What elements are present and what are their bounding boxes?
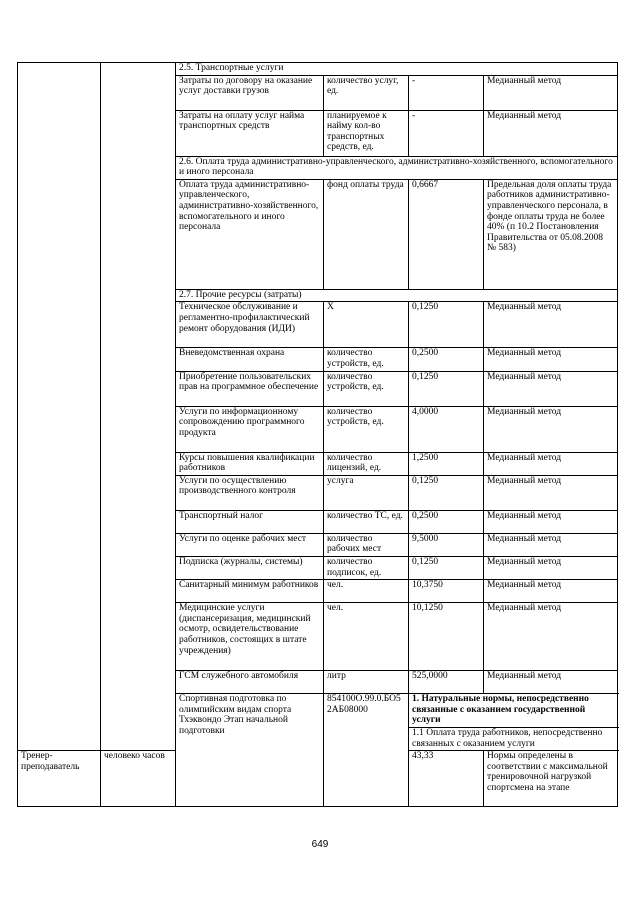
section-heading: 1. Натуральные нормы, непосредственно связанные с оказанием государственной услуги <box>409 694 618 728</box>
cost-value: 525,0000 <box>409 671 484 694</box>
cost-unit: X <box>324 302 409 348</box>
cost-method: Медианный метод <box>484 556 618 579</box>
cost-unit: количество услуг, ед. <box>324 75 409 110</box>
section-row <box>18 63 618 76</box>
cost-value: 1,2500 <box>409 452 484 475</box>
cost-name: Вневедомственная охрана <box>176 348 324 371</box>
cost-value: 4,0000 <box>409 406 484 452</box>
cost-method: Медианный метод <box>484 302 618 348</box>
cost-value: - <box>409 75 484 110</box>
service-code-cell <box>101 63 176 751</box>
cost-value: 0,1250 <box>409 475 484 510</box>
cost-name: Затраты на оплату услуг найма транспортных средств <box>176 110 324 156</box>
cost-value: - <box>409 110 484 156</box>
cost-method: Медианный метод <box>484 371 618 406</box>
cost-method: Медианный метод <box>484 510 618 533</box>
cost-name: ГСМ служебного автомобиля <box>176 671 324 694</box>
cost-name: Тренер-преподаватель <box>18 751 101 807</box>
cost-name: Подписка (журналы, системы) <box>176 556 324 579</box>
section-heading: 1.1 Оплата труда работников, непосредственно связанных с оказанием услуги <box>409 727 618 750</box>
cost-value: 43,33 <box>409 751 484 807</box>
page-number: 649 <box>311 839 329 850</box>
cost-unit: человеко часов <box>101 751 176 807</box>
cost-value: 0,1250 <box>409 556 484 579</box>
cost-name: Услуги по информационному сопровождению программного продукта <box>176 406 324 452</box>
cost-name: Приобретение пользовательских прав на программное обеспечение <box>176 371 324 406</box>
cost-method: Медианный метод <box>484 533 618 556</box>
cost-value: 0,1250 <box>409 371 484 406</box>
cost-unit: фонд оплаты труда <box>324 179 409 289</box>
cost-method: Медианный метод <box>484 75 618 110</box>
cost-name: Курсы повышения квалификации работников <box>176 452 324 475</box>
cost-value: 0,2500 <box>409 510 484 533</box>
cost-method: Медианный метод <box>484 603 618 671</box>
service-code: 854100О.99.0.БО52АБ08000 <box>324 694 409 807</box>
cost-unit: чел. <box>324 580 409 603</box>
service-name-cell <box>18 63 101 751</box>
norms-table <box>17 62 618 807</box>
cost-method: Предельная доля оплаты труда работников административно-управленческого персонала, в фонде оплаты труда не более 40% (п 10.2 Постановления Правительства от 05.08.2008 № 583) <box>484 179 618 289</box>
cost-value: 10,3750 <box>409 580 484 603</box>
cost-name: Техническое обслуживание и регламентно-профилактический ремонт оборудования (ИДИ) <box>176 302 324 348</box>
cost-unit: количество подписок, ед. <box>324 556 409 579</box>
section-heading: 2.6. Оплата труда административно-управленческого, административно-хозяйственного, вспомогательного и иного персонала <box>176 156 618 179</box>
cost-name: Транспортный налог <box>176 510 324 533</box>
section-heading: 2.7. Прочие ресурсы (затраты) <box>176 289 618 302</box>
cost-unit: количество устройств, ед. <box>324 348 409 371</box>
cost-unit: литр <box>324 671 409 694</box>
cost-value: 0,6667 <box>409 179 484 289</box>
cost-unit: планируемое к найму кол-во транспортных средств, ед. <box>324 110 409 156</box>
cost-method: Медианный метод <box>484 406 618 452</box>
cost-value: 0,1250 <box>409 302 484 348</box>
cost-name: Услуги по оценке рабочих мест <box>176 533 324 556</box>
cost-method: Медианный метод <box>484 348 618 371</box>
cost-method: Медианный метод <box>484 110 618 156</box>
cost-name: Услуги по осуществлению производственного контроля <box>176 475 324 510</box>
cost-unit: количество лицензий, ед. <box>324 452 409 475</box>
cost-method: Медианный метод <box>484 452 618 475</box>
section-heading: 2.5. Транспортные услуги <box>176 63 618 76</box>
cost-value: 9,5000 <box>409 533 484 556</box>
cost-unit: количество устройств, ед. <box>324 406 409 452</box>
cost-unit: количество рабочих мест <box>324 533 409 556</box>
cost-unit: чел. <box>324 603 409 671</box>
cost-method: Медианный метод <box>484 580 618 603</box>
cost-name: Санитарный минимум работников <box>176 580 324 603</box>
cost-method: Медианный метод <box>484 475 618 510</box>
cost-value: 10,1250 <box>409 603 484 671</box>
cost-method: Нормы определены в соответствии с максимальной тренировочной нагрузкой спортсмена на этапе <box>484 751 618 807</box>
cost-value: 0,2500 <box>409 348 484 371</box>
cost-unit: количество устройств, ед. <box>324 371 409 406</box>
cost-name: Затраты по договору на оказание услуг доставки грузов <box>176 75 324 110</box>
cost-name: Оплата труда административно-управленческого, административно-хозяйственного, вспомогательного и иного персонала <box>176 179 324 289</box>
cost-unit: количество ТС, ед. <box>324 510 409 533</box>
cost-method: Медианный метод <box>484 671 618 694</box>
cost-unit: услуга <box>324 475 409 510</box>
cost-name: Медицинские услуги (диспансеризация, медицинский осмотр, освидетельствование работников, состоящих в штате учреждения) <box>176 603 324 671</box>
service-name: Спортивная подготовка по олимпийским видам спорта Тхэквондо Этап начальной подготовки <box>176 694 324 807</box>
